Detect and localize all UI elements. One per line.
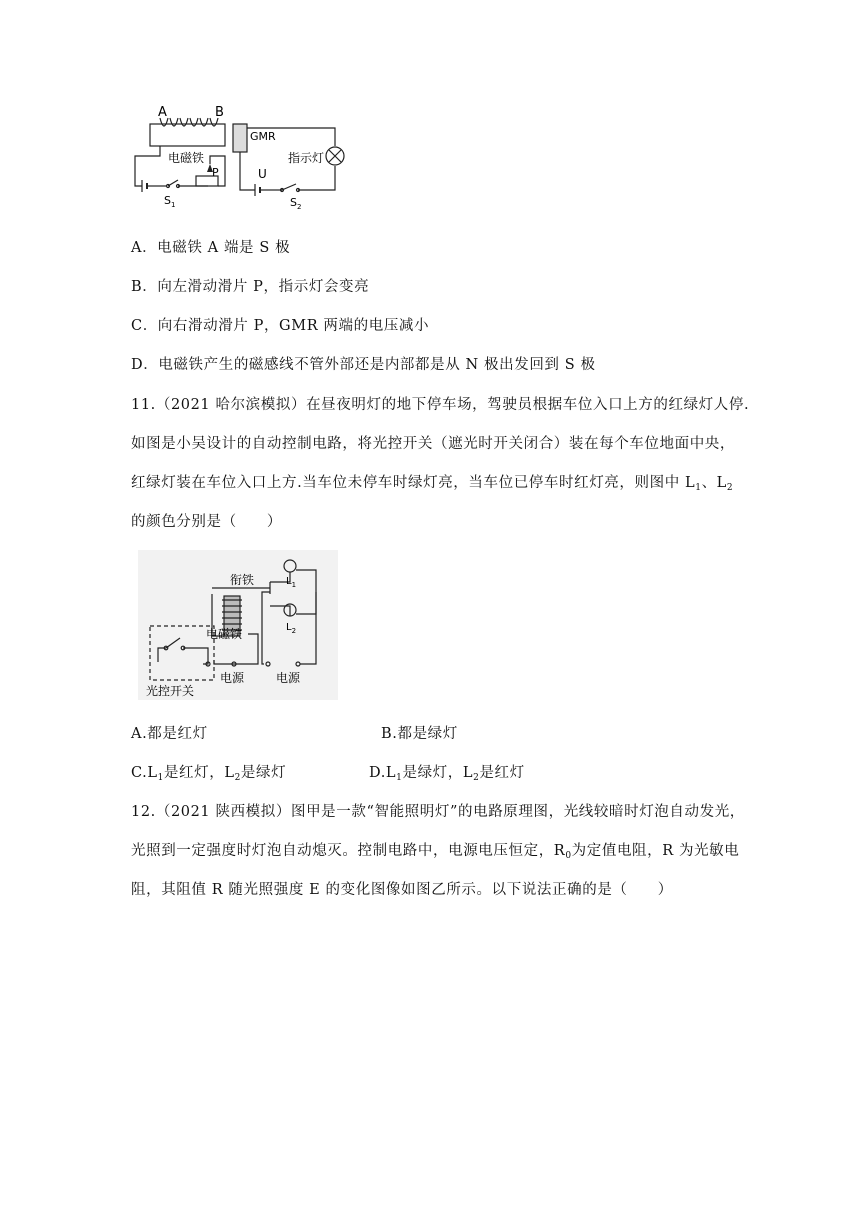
q11-option-c: $C.L_1$是红灯，$L_2$是绿灯 (131, 765, 287, 783)
label-power-left: 电源 (220, 671, 245, 685)
q10-option-b: B．向左滑动滑片 P，指示灯会变亮 (131, 279, 370, 295)
label-indicator: 指示灯 (288, 151, 325, 165)
label-s1: $S_1$ (164, 194, 176, 209)
q11-stem-line-4: 的颜色分别是（ ） (131, 514, 282, 530)
q11-stem-line-2: 如图是小吴设计的自动控制电路，将光控开关（遮光时开关闭合）装在每个车位地面中央， (131, 436, 735, 452)
q10-option-c: C．向右滑动滑片 P，GMR 两端的电压减小 (131, 318, 430, 334)
label-p: P (212, 166, 219, 179)
q11-option-a: A.都是红灯 (131, 726, 208, 742)
q12-stem-line-2: 光照到一定强度时灯泡自动熄灭。控制电路中，电源电压恒定，$R_0$为定值电阻，R 为光敏电 (131, 843, 740, 861)
label-armature: 衔铁 (230, 573, 255, 587)
label-b: B (215, 105, 224, 120)
label-a: A (158, 105, 167, 120)
label-electromagnet-2: 电磁铁 (206, 627, 243, 641)
q11-option-b: B.都是绿灯 (381, 726, 458, 742)
q11-stem-line-1: 11.（2021 哈尔滨模拟）在昼夜明灯的地下停车场，驾驶员根据车位入口上方的红绿灯人停. (131, 397, 750, 413)
label-l2: $L_2$ (286, 622, 297, 635)
q10-option-a: A．电磁铁 A 端是 S 极 (131, 240, 291, 256)
label-light-switch: 光控开关 (146, 684, 195, 698)
label-gmr: GMR (250, 130, 276, 143)
q11-stem-line-3: 红绿灯装在车位入口上方.当车位未停车时绿灯亮，当车位已停车时红灯亮，则图中 $L_1$、$L_2$ (131, 475, 734, 493)
label-power-right: 电源 (276, 671, 301, 685)
label-s2: $S_2$ (290, 196, 302, 211)
q10-option-d: D．电磁铁产生的磁感线不管外部还是内部都是从 N 极出发回到 S 极 (131, 357, 596, 373)
label-l1: $L_1$ (286, 576, 297, 589)
label-electromagnet: 电磁铁 (168, 151, 205, 165)
gmr-circuit-diagram (130, 100, 360, 212)
q11-option-d: $D.L_1$是绿灯，$L_2$是红灯 (369, 765, 525, 783)
label-u: U (258, 167, 267, 181)
q12-stem-line-3: 阻，其阻值 R 随光照强度 E 的变化图像如图乙所示。以下说法正确的是（ ） (131, 882, 673, 898)
relay-circuit-diagram (138, 550, 338, 700)
q12-stem-line-1: 12.（2021 陕西模拟）图甲是一款“智能照明灯”的电路原理图，光线较暗时灯泡自动发光， (131, 804, 745, 820)
